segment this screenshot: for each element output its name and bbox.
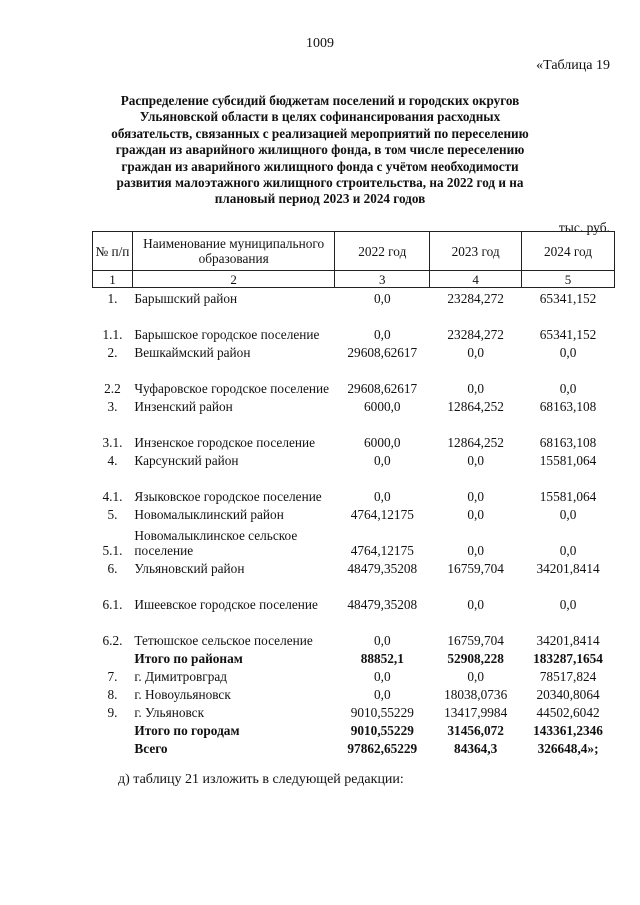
row-number: 2.2 (104, 381, 121, 396)
value-2023: 31456,072 (447, 723, 504, 738)
value-2022: 97862,65229 (347, 741, 418, 756)
value-2023: 0,0 (467, 345, 484, 360)
table-row (93, 450, 615, 468)
value-2024: 0,0 (559, 345, 577, 360)
value-2024: 183287,1654 (533, 651, 603, 666)
column-number-4: 4 (430, 271, 522, 288)
value-2024: 65341,152 (539, 291, 597, 306)
row-name: Барышское городское поселение (134, 327, 320, 342)
subtotal-row (93, 720, 615, 738)
row-name: Карсунский район (134, 453, 239, 468)
value-2024: 143361,2346 (533, 723, 603, 738)
table-row (93, 342, 615, 360)
value-2024: 34201,8414 (536, 561, 600, 576)
value-2024: 44502,6042 (536, 705, 600, 720)
row-name: Итого по районам (134, 651, 243, 666)
value-2023: 52908,228 (447, 651, 504, 666)
value-2023: 0,0 (467, 489, 484, 504)
row-name: Инзенское городское поселение (134, 435, 316, 450)
row-name: Тетюшское сельское поселение (134, 633, 313, 648)
row-name: Ишеевское городское поселение (134, 597, 318, 612)
value-2022: 0,0 (373, 687, 391, 702)
row-name: Новомалыклинский район (134, 507, 284, 522)
row-name: Ульяновский район (134, 561, 245, 576)
table-row (93, 396, 615, 414)
value-2024: 15581,064 (539, 489, 597, 504)
row-number: 3.1. (102, 435, 123, 450)
value-2024: 0,0 (559, 381, 577, 396)
column-number-1: 1 (93, 271, 133, 288)
value-2024: 0,0 (559, 597, 577, 612)
row-name: Вешкаймский район (134, 345, 251, 360)
value-2022: 88852,1 (360, 651, 404, 666)
value-2022: 29608,62617 (347, 381, 418, 396)
table-row (93, 666, 615, 684)
column-number-3: 3 (335, 271, 430, 288)
value-2023: 0,0 (467, 543, 484, 558)
row-number: 5. (107, 507, 118, 522)
row-number: 4.1. (102, 489, 123, 504)
subsidy-table (92, 231, 615, 756)
column-number-2: 2 (132, 271, 334, 288)
table-row (93, 288, 615, 307)
header-2023: 2023 год (430, 232, 522, 271)
row-name: г. Новоульяновск (134, 687, 231, 702)
value-2022: 48479,35208 (347, 597, 418, 612)
value-2022: 48479,35208 (347, 561, 418, 576)
row-number (93, 720, 133, 738)
row-name: Инзенский район (134, 399, 233, 414)
subtotal-row (93, 648, 615, 666)
row-number: 6.1. (102, 597, 123, 612)
row-name: Всего (134, 741, 168, 756)
row-name: г. Ульяновск (134, 705, 205, 720)
value-2024: 78517,824 (539, 669, 597, 684)
table-row (93, 558, 615, 576)
row-name: Новомалыклинское сельское поселение (134, 528, 298, 558)
value-2024: 65341,152 (539, 327, 597, 342)
row-number: 5.1. (102, 543, 123, 558)
value-2023: 23284,272 (447, 327, 504, 342)
value-2022: 9010,55229 (350, 705, 414, 720)
table-label: «Таблица 19 (536, 58, 610, 73)
value-2022: 0,0 (373, 327, 391, 342)
value-2024: 0,0 (559, 543, 577, 558)
value-2023: 0,0 (467, 381, 484, 396)
value-2024: 68163,108 (539, 399, 597, 414)
value-2023: 18038,0736 (444, 687, 508, 702)
value-2023: 0,0 (467, 669, 484, 684)
value-2022: 0,0 (373, 669, 391, 684)
value-2023: 0,0 (467, 507, 484, 522)
value-2023: 13417,9984 (444, 705, 508, 720)
row-number: 2. (107, 345, 118, 360)
table-row (93, 468, 615, 504)
row-number: 1.1. (102, 327, 123, 342)
value-2022: 0,0 (373, 291, 391, 306)
value-2023: 0,0 (467, 453, 484, 468)
table-row (93, 306, 615, 342)
value-2024: 34201,8414 (536, 633, 600, 648)
value-2022: 0,0 (373, 453, 391, 468)
header-2022: 2022 год (335, 232, 430, 271)
header-2024: 2024 год (522, 232, 615, 271)
row-number: 6.2. (102, 633, 123, 648)
header-name: Наименование муниципального образования (132, 232, 334, 271)
value-2023: 12864,252 (447, 435, 504, 450)
row-name: Итого по городам (134, 723, 240, 738)
table-row (93, 576, 615, 612)
row-number (93, 648, 133, 666)
table-row (93, 702, 615, 720)
value-2022: 9010,55229 (350, 723, 414, 738)
table-row (93, 504, 615, 522)
row-number: 9. (107, 705, 118, 720)
row-number: 8. (107, 687, 118, 702)
row-name: Языковское городское поселение (134, 489, 322, 504)
value-2022: 4764,12175 (350, 507, 414, 522)
total-row (93, 738, 615, 756)
value-2024: 326648,4»; (537, 741, 599, 756)
value-2022: 6000,0 (364, 399, 401, 414)
column-number-5: 5 (522, 271, 615, 288)
row-number: 7. (107, 669, 118, 684)
value-2024: 68163,108 (539, 435, 597, 450)
header-number: № п/п (93, 232, 133, 271)
footer-text: д) таблицу 21 изложить в следующей редакции: (118, 772, 404, 787)
value-2023: 16759,704 (447, 633, 504, 648)
row-name: Барышский район (134, 291, 238, 306)
value-2023: 23284,272 (447, 291, 504, 306)
value-2023: 0,0 (467, 597, 484, 612)
row-number: 6. (107, 561, 118, 576)
page-number: 1009 (306, 36, 334, 51)
value-2023: 16759,704 (447, 561, 504, 576)
value-2022: 0,0 (373, 633, 391, 648)
value-2024: 0,0 (559, 507, 577, 522)
value-2022: 6000,0 (364, 435, 401, 450)
row-number: 4. (107, 453, 118, 468)
row-number: 3. (107, 399, 118, 414)
value-2022: 0,0 (373, 489, 391, 504)
row-number (93, 738, 133, 756)
value-2024: 15581,064 (539, 453, 597, 468)
value-2022: 4764,12175 (350, 543, 414, 558)
value-2023: 12864,252 (447, 399, 504, 414)
table-row (93, 414, 615, 450)
row-name: г. Димитровград (134, 669, 228, 684)
table-row (93, 522, 615, 558)
table-row (93, 684, 615, 702)
table-row (93, 360, 615, 396)
row-name: Чуфаровское городское поселение (134, 381, 329, 396)
units-label: тыс. руб. (558, 220, 610, 235)
row-number: 1. (107, 291, 118, 306)
value-2023: 84364,3 (454, 741, 498, 756)
value-2024: 20340,8064 (536, 687, 600, 702)
value-2022: 29608,62617 (347, 345, 418, 360)
document-title: Распределение субсидий бюджетам поселений и городских округов Ульяновской области в целях софинансирования расходных обязательств, связанных с реализацией мероприятий по переселению граждан из аварийного жилищного фонда, в том числе переселению граждан из аварийного жилищного фонда с учётом необходимости развития малоэтажного жилищного строительства, на 2022 год и на плановый период 2023 и 2024 годов (111, 93, 529, 207)
table-row (93, 612, 615, 648)
